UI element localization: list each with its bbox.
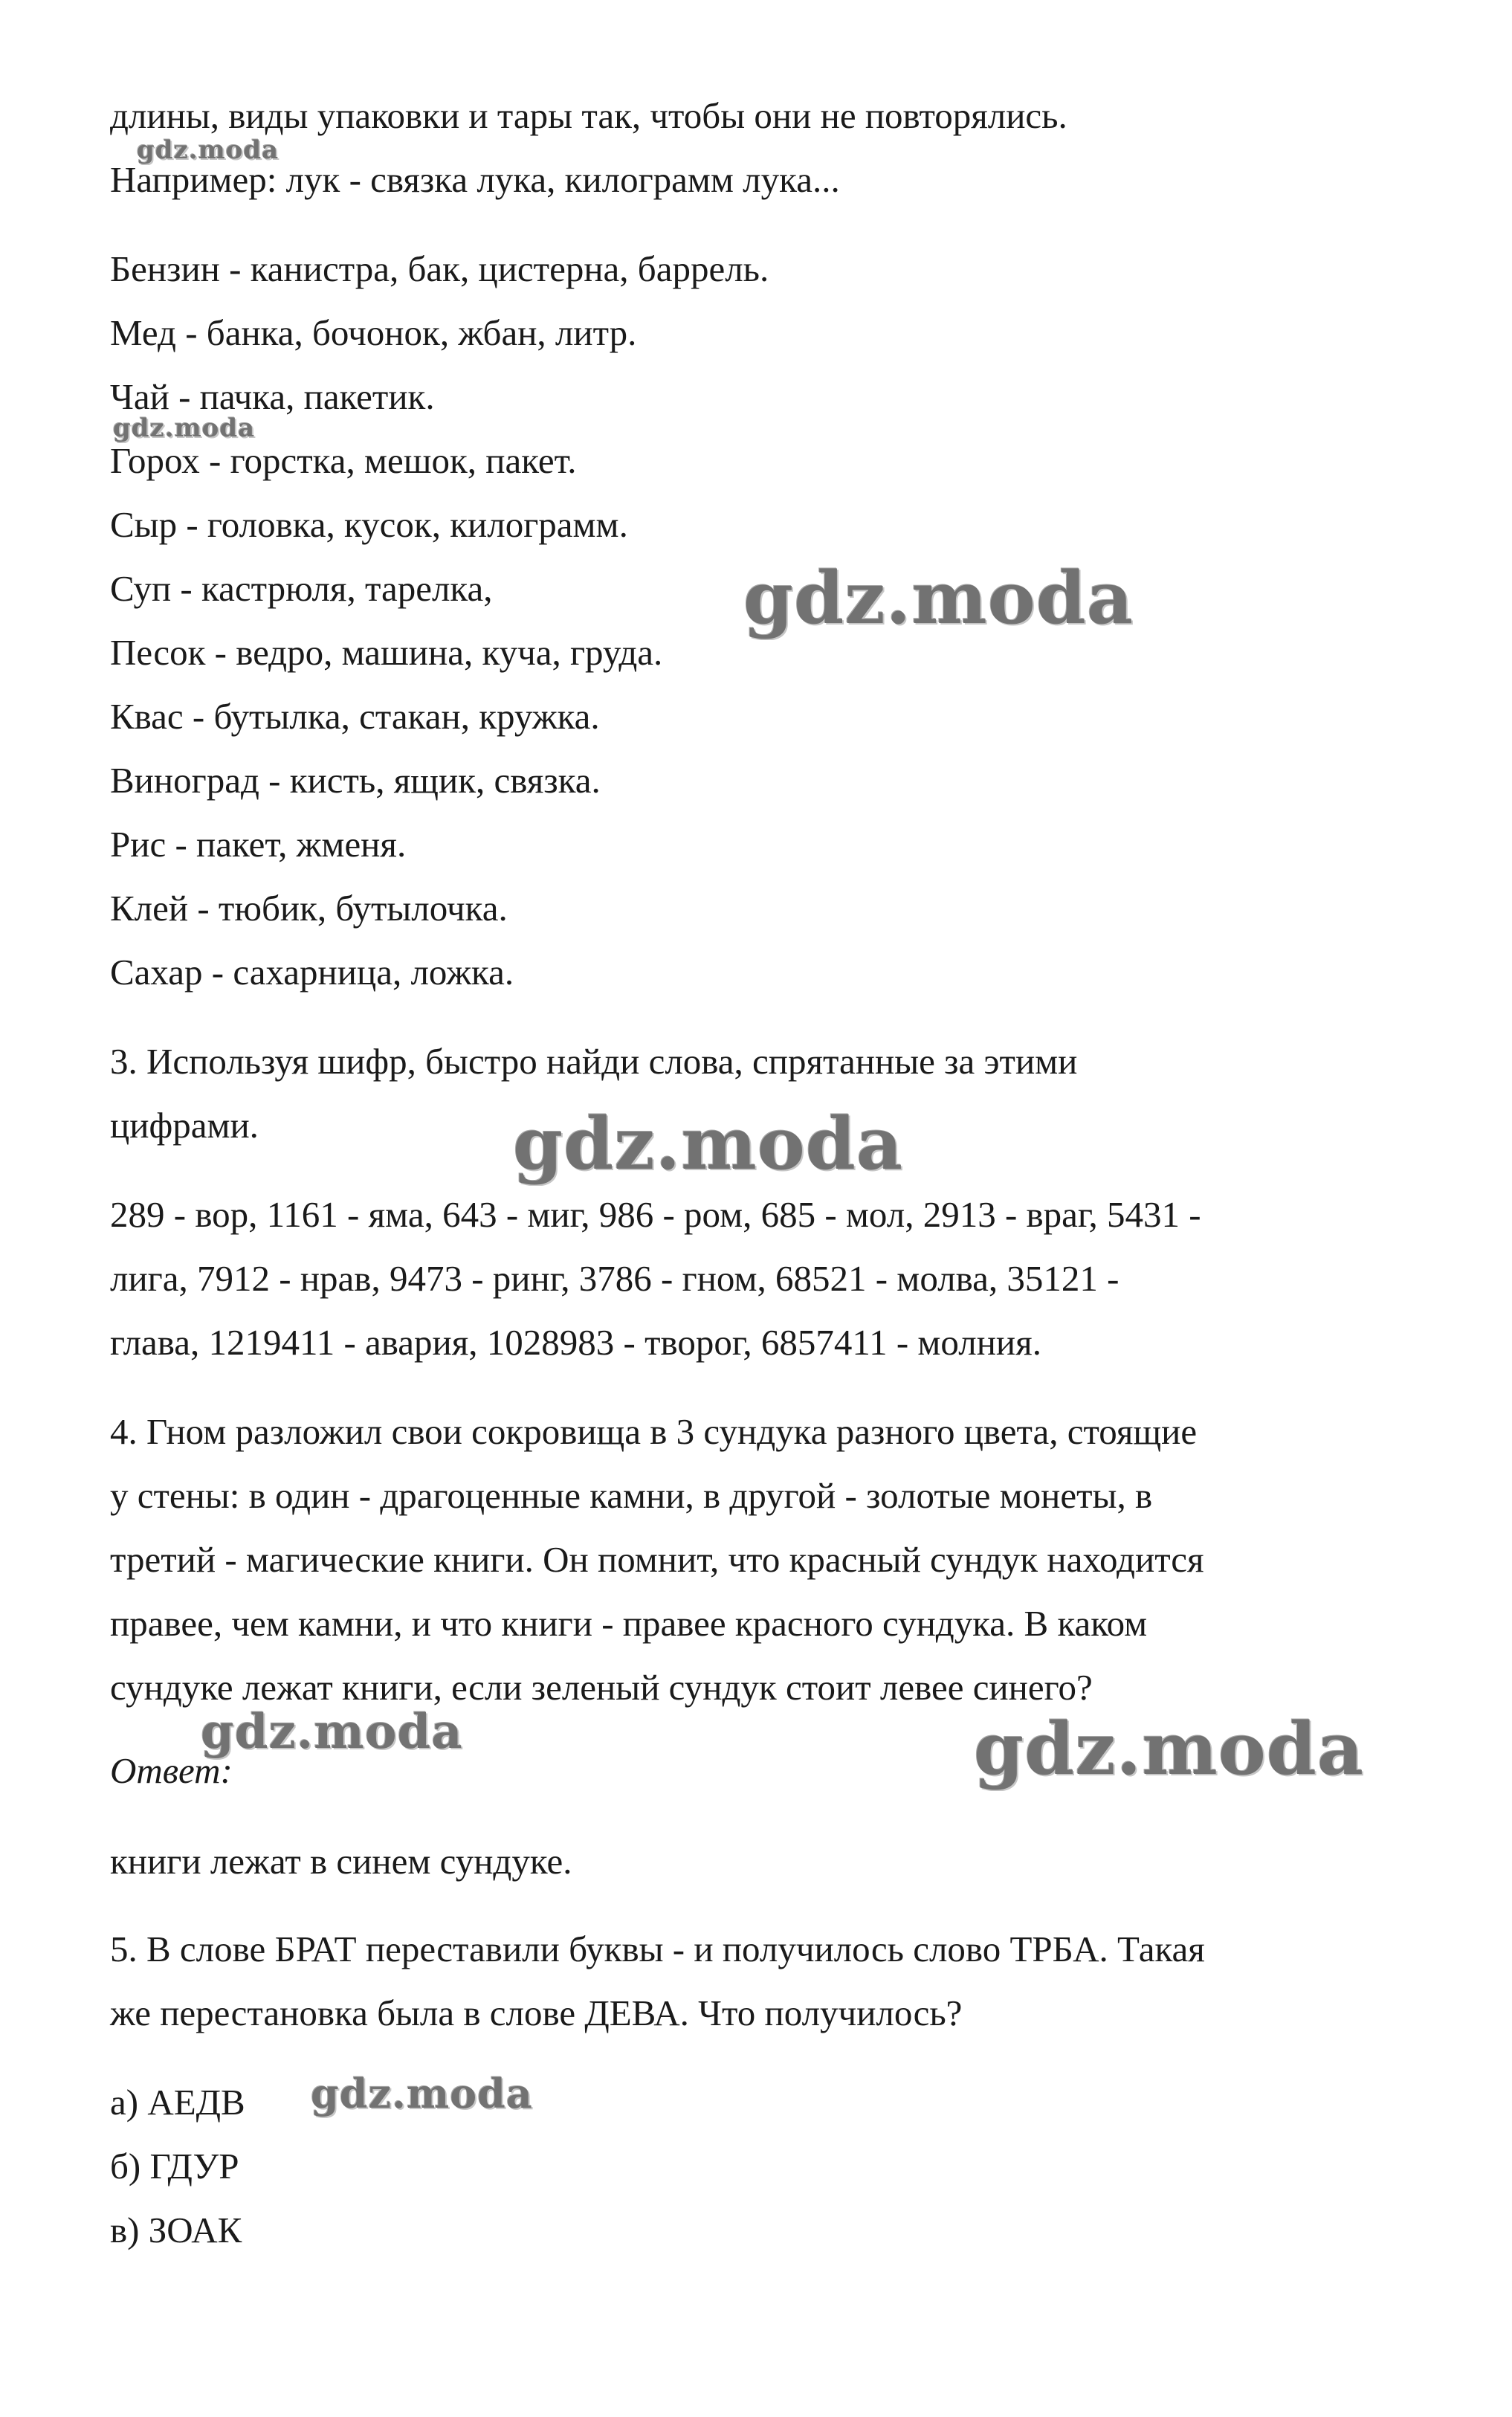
watermark: gdz.moda [974,1707,1365,1791]
task3-answer-line: 289 - вор, 1161 - яма, 643 - миг, 986 - ром, 685 - мол, 2913 - враг, 5431 - [110,1194,1201,1235]
list-item: Песок - ведро, машина, куча, груда. [110,632,663,673]
watermark: gdz.moda [743,556,1134,640]
task3-answer-line: глава, 1219411 - авария, 1028983 - творог, 6857411 - молния. [110,1322,1041,1363]
task5-option: в) ЗОАК [110,2210,242,2250]
list-item: Клей - тюбик, бутылочка. [110,888,508,929]
task5-question-line: же перестановка была в слове ДЕВА. Что получилось? [110,1992,963,2033]
intro-line-2: Например: лук - связка лука, килограмм лука... [110,159,840,200]
list-item: Сахар - сахарница, ложка. [110,952,514,993]
task4-question-line: 4. Гном разложил свои сокровища в 3 сундука разного цвета, стоящие [110,1411,1198,1452]
list-item: Квас - бутылка, стакан, кружка. [110,696,600,737]
list-item: Виноград - кисть, ящик, связка. [110,760,601,801]
watermark: gdz.moda [201,1704,463,1760]
task4-question-line: у стены: в один - драгоценные камни, в другой - золотые монеты, в [110,1475,1153,1516]
intro-line-1: длины, виды упаковки и тары так, чтобы они не повторялись. [110,95,1067,136]
watermark: gdz.moda [513,1102,904,1186]
task5-option: а) АЕДВ [110,2082,245,2123]
list-item: Мед - банка, бочонок, жбан, литр. [110,312,637,353]
task4-question-line: третий - магические книги. Он помнит, что красный сундук находится [110,1539,1204,1580]
task3-question-line: цифрами. [110,1105,259,1146]
list-item: Сыр - головка, кусок, килограмм. [110,504,628,545]
task3-answer-line: лига, 7912 - нрав, 9473 - ринг, 3786 - гном, 68521 - молва, 35121 - [110,1258,1120,1299]
list-item: Горох - горстка, мешок, пакет. [110,440,577,481]
task4-answer: книги лежат в синем сундуке. [110,1841,572,1882]
list-item: Рис - пакет, жменя. [110,824,407,865]
list-item: Чай - пачка, пакетик. [110,376,435,417]
task5-question-line: 5. В слове БРАТ переставили буквы - и получилось слово ТРБА. Такая [110,1929,1205,1969]
list-item: Суп - кастрюля, тарелка, [110,568,493,609]
task4-question-line: правее, чем камни, и что книги - правее красного сундука. В каком [110,1603,1148,1644]
watermark: gdz.moda [137,135,280,165]
task3-question-line: 3. Используя шифр, быстро найди слова, спрятанные за этими [110,1041,1078,1082]
watermark: gdz.moda [113,413,256,443]
list-item: Бензин - канистра, бак, цистерна, баррель. [110,248,769,289]
task4-answer-label: Ответ: [110,1750,233,1791]
task4-question-line: сундуке лежат книги, если зеленый сундук стоит левее синего? [110,1667,1093,1708]
task5-option: б) ГДУР [110,2146,239,2187]
watermark: gdz.moda [311,2070,533,2117]
